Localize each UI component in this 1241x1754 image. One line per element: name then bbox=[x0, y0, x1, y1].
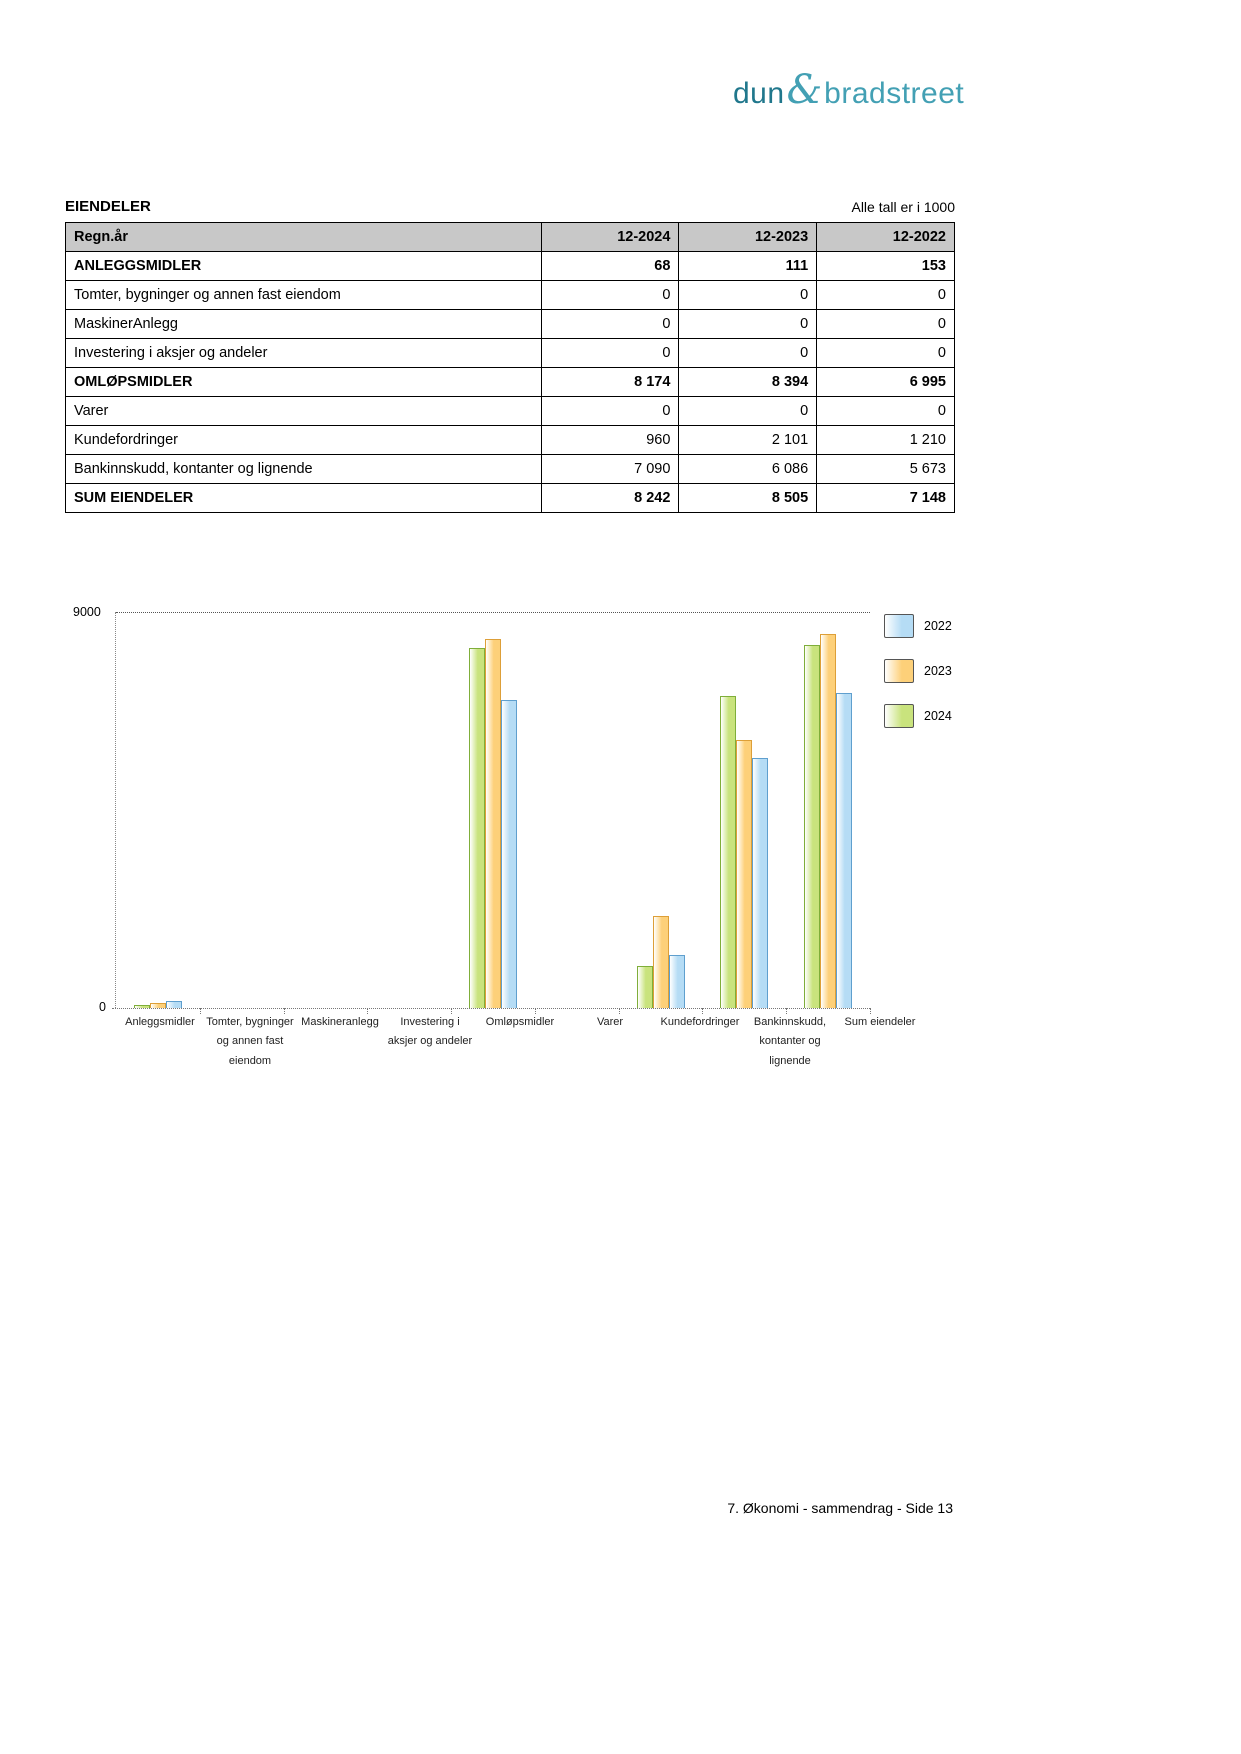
row-value: 2 101 bbox=[679, 426, 817, 455]
row-label: MaskinerAnlegg bbox=[66, 310, 542, 339]
table-row bbox=[66, 310, 955, 339]
row-value: 153 bbox=[817, 252, 955, 281]
category-slot bbox=[295, 1013, 385, 1071]
category-slot bbox=[655, 1013, 745, 1071]
bar-2022 bbox=[166, 1001, 182, 1008]
category-slot bbox=[205, 1013, 295, 1071]
legend-item bbox=[884, 614, 952, 638]
row-value: 7 090 bbox=[541, 455, 679, 484]
legend-label: 2022 bbox=[924, 619, 952, 633]
bar-groups bbox=[116, 612, 870, 1008]
bar-group bbox=[535, 612, 619, 1008]
legend-item bbox=[884, 704, 952, 728]
category-label: Bankinnskudd, kontanter og lignende bbox=[753, 1016, 827, 1067]
bar-2022 bbox=[501, 700, 517, 1008]
category-slot bbox=[565, 1013, 655, 1071]
row-label: Bankinnskudd, kontanter og lignende bbox=[66, 455, 542, 484]
axis-tick bbox=[870, 1008, 871, 1014]
assets-table-section bbox=[65, 198, 955, 513]
row-value: 0 bbox=[817, 310, 955, 339]
assets-table bbox=[65, 222, 955, 513]
row-value: 0 bbox=[817, 339, 955, 368]
logo-ampersand-icon: & bbox=[786, 67, 823, 113]
category-labels bbox=[115, 1013, 916, 1071]
row-label: Tomter, bygninger og annen fast eiendom bbox=[66, 281, 542, 310]
category-label: Kundefordringer bbox=[660, 1016, 740, 1028]
table-row bbox=[66, 368, 955, 397]
axis-tick bbox=[702, 1008, 703, 1014]
row-label: Varer bbox=[66, 397, 542, 426]
category-label: Omløpsmidler bbox=[485, 1016, 555, 1028]
axis-tick bbox=[619, 1008, 620, 1014]
row-value: 0 bbox=[679, 397, 817, 426]
column-header: 12-2022 bbox=[817, 223, 955, 252]
bar-group bbox=[200, 612, 284, 1008]
bar-2024 bbox=[469, 648, 485, 1008]
legend-swatch-2024 bbox=[884, 704, 914, 728]
category-label: Tomter, bygninger og annen fast eiendom bbox=[206, 1016, 294, 1067]
bar-2023 bbox=[736, 740, 752, 1008]
row-value: 8 394 bbox=[679, 368, 817, 397]
units-note: Alle tall er i 1000 bbox=[851, 199, 955, 215]
bar-2022 bbox=[752, 758, 768, 1008]
category-label: Varer bbox=[596, 1016, 624, 1028]
legend-label: 2024 bbox=[924, 709, 952, 723]
category-label: Sum eiendeler bbox=[844, 1016, 916, 1028]
row-label: SUM EIENDELER bbox=[66, 484, 542, 513]
row-label: ANLEGGSMIDLER bbox=[66, 252, 542, 281]
bar-2024 bbox=[720, 696, 736, 1008]
column-header: Regn.år bbox=[66, 223, 542, 252]
row-value: 6 995 bbox=[817, 368, 955, 397]
category-slot bbox=[475, 1013, 565, 1071]
chart-plot bbox=[115, 612, 870, 1008]
section-title: EIENDELER bbox=[65, 198, 151, 215]
row-value: 111 bbox=[679, 252, 817, 281]
row-label: OMLØPSMIDLER bbox=[66, 368, 542, 397]
table-row bbox=[66, 339, 955, 368]
y-axis-zero-label: 0 bbox=[99, 1000, 106, 1014]
row-value: 0 bbox=[679, 310, 817, 339]
row-value: 0 bbox=[817, 281, 955, 310]
bar-group bbox=[284, 612, 368, 1008]
row-value: 1 210 bbox=[817, 426, 955, 455]
logo-text-dun: dun bbox=[733, 77, 785, 110]
row-value: 0 bbox=[541, 310, 679, 339]
logo-text-bradstreet: bradstreet bbox=[824, 77, 965, 110]
axis-tick bbox=[786, 1008, 787, 1014]
category-slot bbox=[385, 1013, 475, 1071]
row-label: Kundefordringer bbox=[66, 426, 542, 455]
category-label: Maskineranlegg bbox=[301, 1016, 379, 1028]
axis-tick bbox=[451, 1008, 452, 1014]
axis-tick bbox=[535, 1008, 536, 1014]
bar-2023 bbox=[653, 916, 669, 1008]
bar-2024 bbox=[804, 645, 820, 1008]
table-row bbox=[66, 397, 955, 426]
row-value: 0 bbox=[817, 397, 955, 426]
category-slot bbox=[115, 1013, 205, 1071]
category-slot bbox=[745, 1013, 835, 1071]
row-value: 0 bbox=[541, 281, 679, 310]
legend-swatch-2022 bbox=[884, 614, 914, 638]
row-value: 8 174 bbox=[541, 368, 679, 397]
bar-2024 bbox=[637, 966, 653, 1008]
axis-tick bbox=[284, 1008, 285, 1014]
table-row bbox=[66, 455, 955, 484]
legend-label: 2023 bbox=[924, 664, 952, 678]
table-row bbox=[66, 281, 955, 310]
row-value: 7 148 bbox=[817, 484, 955, 513]
bar-group bbox=[702, 612, 786, 1008]
row-value: 8 242 bbox=[541, 484, 679, 513]
assets-bar-chart bbox=[65, 600, 1065, 1071]
chart-area bbox=[73, 605, 916, 1071]
table-title-row bbox=[65, 198, 955, 215]
row-label: Investering i aksjer og andeler bbox=[66, 339, 542, 368]
x-axis-baseline bbox=[112, 1008, 870, 1009]
legend-swatch-2023 bbox=[884, 659, 914, 683]
category-slot bbox=[835, 1013, 925, 1071]
row-value: 68 bbox=[541, 252, 679, 281]
table-row bbox=[66, 252, 955, 281]
page-footer: 7. Økonomi - sammendrag - Side 13 bbox=[727, 1500, 953, 1516]
row-value: 5 673 bbox=[817, 455, 955, 484]
category-label: Anleggsmidler bbox=[125, 1016, 195, 1028]
bar-2022 bbox=[669, 955, 685, 1008]
table-row bbox=[66, 426, 955, 455]
bar-2024 bbox=[134, 1005, 150, 1008]
row-value: 8 505 bbox=[679, 484, 817, 513]
category-label: Investering i aksjer og andeler bbox=[387, 1016, 473, 1048]
row-value: 960 bbox=[541, 426, 679, 455]
table-row bbox=[66, 484, 955, 513]
table-header-row bbox=[66, 223, 955, 252]
column-header: 12-2024 bbox=[541, 223, 679, 252]
bar-2023 bbox=[150, 1003, 166, 1008]
bar-2023 bbox=[485, 639, 501, 1008]
row-value: 0 bbox=[541, 397, 679, 426]
table-body bbox=[66, 252, 955, 513]
bar-group bbox=[367, 612, 451, 1008]
row-value: 0 bbox=[679, 339, 817, 368]
legend-item bbox=[884, 659, 952, 683]
column-header: 12-2023 bbox=[679, 223, 817, 252]
bar-2023 bbox=[820, 634, 836, 1008]
chart-legend bbox=[884, 614, 952, 728]
bar-group bbox=[116, 612, 200, 1008]
bar-group bbox=[619, 612, 703, 1008]
bar-group bbox=[786, 612, 870, 1008]
row-value: 0 bbox=[679, 281, 817, 310]
y-axis-max-label: 9000 bbox=[73, 605, 101, 619]
bar-2022 bbox=[836, 693, 852, 1008]
row-value: 6 086 bbox=[679, 455, 817, 484]
bar-group bbox=[451, 612, 535, 1008]
axis-tick bbox=[367, 1008, 368, 1014]
dun-bradstreet-logo bbox=[733, 67, 965, 113]
axis-tick bbox=[200, 1008, 201, 1014]
row-value: 0 bbox=[541, 339, 679, 368]
